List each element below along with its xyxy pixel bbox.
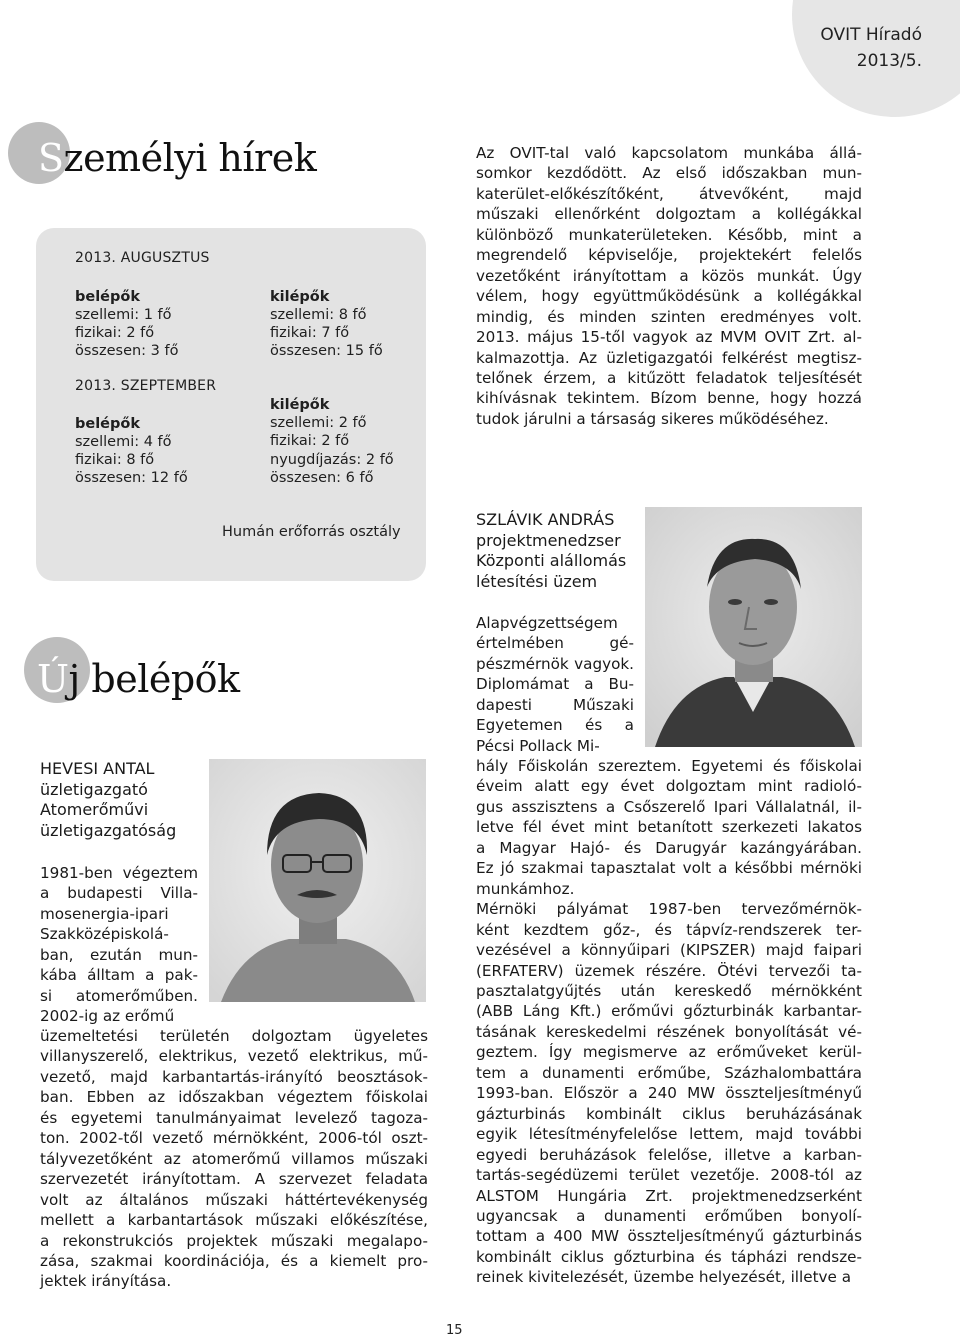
person2-role: projektmenedzser bbox=[476, 530, 621, 550]
text-line: zása, szakmai koordinációja, és a kiemelt pro- bbox=[40, 1251, 428, 1270]
september-joiners-line: összesen: 12 fő bbox=[75, 470, 188, 486]
text-line: Alapvégzettségem bbox=[476, 614, 618, 632]
text-line: Diplomámat a Bu- bbox=[476, 675, 634, 694]
section-new-title bbox=[37, 657, 240, 701]
text-line: tudok járulni a társaság sikeres működéséhez. bbox=[476, 409, 829, 428]
section-personal-rest: zemélyi hírek bbox=[63, 136, 317, 180]
text-line: egyedi beruházások felelőse, illetve a karban- bbox=[476, 1145, 862, 1164]
text-line: si atomerőműben. bbox=[40, 986, 198, 1005]
text-line: kába álltam a pak- bbox=[40, 966, 198, 985]
text-line: ban, ezután mun- bbox=[40, 945, 198, 964]
text-line: vélem, hogy együttműködésünk a kollégákkal bbox=[476, 287, 862, 306]
text-line: megrendelő képviselője, projektekért felelős bbox=[476, 246, 862, 265]
text-line: gázturbinás kombinált ciklus beruházásának bbox=[476, 1104, 862, 1123]
september-joiners-line: szellemi: 4 fő bbox=[75, 434, 172, 450]
person2-header bbox=[476, 510, 626, 592]
text-line: mellett a karbantartások műszaki előkészítése, bbox=[40, 1211, 428, 1230]
section-personal-title bbox=[38, 136, 316, 180]
person2-photo bbox=[645, 507, 862, 747]
august-leavers-line: szellemi: 8 fő bbox=[270, 307, 367, 323]
person2-unit: létesítési üzem bbox=[476, 571, 598, 591]
person1-unit: üzletigazgatóság bbox=[40, 820, 177, 840]
text-line: munkámhoz. bbox=[476, 879, 575, 898]
person1-bio bbox=[40, 1026, 428, 1292]
text-line: tályvezetőként az atomerőmű villamos műszaki bbox=[40, 1149, 428, 1168]
text-line: vezésével a könnyűipari (KIPSZER) majd faipari bbox=[476, 941, 862, 960]
text-line: (ABB Láng Kft.) erőművi gőzturbinák karbantar- bbox=[476, 1002, 862, 1021]
text-line: kalmazottja. Az üzletigazgatói felkérést megtisz- bbox=[476, 348, 862, 367]
text-line: volt az általános műszaki háttértevékenység bbox=[40, 1190, 428, 1209]
text-line: ként kezdtem gőz-, és tápvíz-rendszerek ter- bbox=[476, 920, 862, 939]
september-leavers-line: szellemi: 2 fő bbox=[270, 415, 367, 431]
text-line: éveim alatt egy évet dolgoztam mint radioló- bbox=[476, 777, 862, 796]
section-new-rest: j belépők bbox=[68, 657, 240, 701]
text-line: letve fél évet mint betanított szerkezeti lakatos bbox=[476, 818, 862, 837]
section-personal-initial: S bbox=[38, 136, 64, 180]
text-line: egyik létesítményfelelőse lettem, majd további bbox=[476, 1125, 862, 1144]
text-line: 2002-ig az erőmű bbox=[40, 1007, 175, 1026]
text-line: vezetőként irányítottam a közös munkát. Úgy bbox=[476, 266, 862, 285]
text-line: a budapesti Villa- bbox=[40, 884, 198, 903]
september-leavers-line: fizikai: 2 fő bbox=[270, 433, 350, 449]
text-line: tem a dunamenti erőműbe, Százhalombattára bbox=[476, 1063, 862, 1082]
september-joiners-line: fizikai: 8 fő bbox=[75, 452, 155, 468]
text-line: értelmében gé- bbox=[476, 634, 634, 653]
publication-issue: 2013/5. bbox=[856, 51, 922, 71]
text-line: ban. Ebben az időszakban végeztem főiskolai bbox=[40, 1088, 428, 1107]
section-new-initial: Ú bbox=[37, 657, 69, 701]
department-signature: Humán erőforrás osztály bbox=[222, 524, 401, 540]
september-leavers-line: nyugdíjazás: 2 fő bbox=[270, 452, 394, 468]
text-line: Ez jó szakmai tapasztalat volt a későbbi mérnöki bbox=[476, 859, 862, 878]
text-line: 2013. május 15-től vagyok az MVM OVIT Zrt. al- bbox=[476, 328, 862, 347]
text-line: a rekonstrukciós projektek műszaki megalapo- bbox=[40, 1231, 428, 1250]
text-line: pészmérnök vagyok. bbox=[476, 654, 634, 673]
text-line: geztem. Így megismerve az erőműveket kerül- bbox=[476, 1043, 862, 1062]
publication-header bbox=[820, 22, 922, 74]
person2-name: SZLÁVIK ANDRÁS bbox=[476, 510, 615, 529]
text-line: ALSTOM Hungária Zrt. projektmenedzserként bbox=[476, 1186, 862, 1205]
person2-bio bbox=[476, 756, 862, 1288]
page-number: 15 bbox=[446, 1323, 463, 1338]
previous-article-continuation bbox=[476, 143, 862, 429]
september-leavers-line: összesen: 6 fő bbox=[270, 470, 374, 486]
text-line: dapesti Műszaki bbox=[476, 695, 634, 714]
august-leavers-title: kilépők bbox=[270, 289, 330, 305]
text-line: villanyszerelő, elektrikus, vezető elektrikus, mű- bbox=[40, 1047, 428, 1066]
august-leavers-line: összesen: 15 fő bbox=[270, 343, 383, 359]
text-line: és egyetemi tanulmányaimat levelező tagoza- bbox=[40, 1108, 428, 1127]
text-line: (ERFATERV) üzemek részére. Ötévi tervezői ta- bbox=[476, 961, 862, 980]
august-joiners-line: összesen: 3 fő bbox=[75, 343, 179, 359]
september-heading: 2013. SZEPTEMBER bbox=[75, 378, 217, 394]
text-line: jektek irányítása. bbox=[40, 1272, 172, 1291]
person1-unit: Atomerőművi bbox=[40, 800, 149, 819]
text-line: vezető, majd karbantartás-irányító beosztások- bbox=[40, 1067, 428, 1086]
text-line: tottam a 400 MW összteljesítményű gázturbinás bbox=[476, 1227, 862, 1246]
text-line: a Magyar Hajó- és Darugyár kazángyárában. bbox=[476, 838, 862, 857]
person1-role: üzletigazgató bbox=[40, 779, 148, 799]
august-joiners-line: szellemi: 1 fő bbox=[75, 307, 172, 323]
august-leavers-line: fizikai: 7 fő bbox=[270, 325, 350, 341]
text-line: gus asszisztens a Csőszerelő Ipari Vállalatnál, il- bbox=[476, 797, 862, 816]
text-line: pasztalatgyűjtés után kereskedő mérnökként bbox=[476, 981, 862, 1000]
text-line: katerület-előkészítőként, átvevőként, majd bbox=[476, 184, 862, 203]
person1-header bbox=[40, 759, 176, 841]
text-line: ton. 2002-től vezető mérnökként, 2006-tól oszt- bbox=[40, 1129, 428, 1148]
text-line: Az OVIT-tal való kapcsolatom munkába állá- bbox=[476, 144, 862, 162]
text-line: telőnek érzem, a kitűzött feladatok teljesítését bbox=[476, 368, 862, 387]
text-line: reinek kivitelezését, üzembe helyezését, illetve a bbox=[476, 1268, 852, 1287]
text-line: somkor kezdődött. Az első időszakban mun- bbox=[476, 164, 862, 183]
text-line: mosenergia-ipari bbox=[40, 904, 169, 923]
text-line: kihívásnak tekintem. Bízom benne, hogy hozzá bbox=[476, 389, 862, 408]
person1-bio-intro bbox=[40, 863, 198, 1027]
text-line: ugyancsak a dunamenti erőműben bonyolí- bbox=[476, 1206, 862, 1225]
text-line: tartás-segédüzemi terület vezetője. 2008-tól az bbox=[476, 1166, 862, 1185]
person2-bio-intro bbox=[476, 613, 634, 756]
text-line: szervezetét irányítottam. A szervezet feladata bbox=[40, 1170, 428, 1189]
text-line: kombinált ciklus gőzturbina és tápházi rendsze- bbox=[476, 1247, 862, 1266]
person1-portrait-image bbox=[209, 759, 426, 1002]
publication-name: OVIT Híradó bbox=[820, 25, 922, 45]
text-line: különböző munkaterületeken. Később, mint a bbox=[476, 225, 862, 244]
text-line: üzemeltetési területén dolgoztam ügyeletes bbox=[40, 1027, 428, 1045]
september-leavers-title: kilépők bbox=[270, 397, 330, 413]
text-line: Pécsi Pollack Mi- bbox=[476, 736, 600, 755]
text-line: hály Főiskolán szereztem. Egyetemi és főiskolai bbox=[476, 757, 862, 775]
text-line: Egyetemen és a bbox=[476, 716, 634, 735]
august-heading: 2013. AUGUSZTUS bbox=[75, 250, 210, 266]
text-line: mindig, és minden szinten eredményes volt. bbox=[476, 307, 862, 326]
person2-unit: Központi alállomás bbox=[476, 551, 627, 570]
text-line: tásának kereskedelmi részének bonyolítását vé- bbox=[476, 1022, 862, 1041]
text-line: Szakközépiskolá- bbox=[40, 925, 169, 944]
august-joiners-line: fizikai: 2 fő bbox=[75, 325, 155, 341]
text-line: 1981-ben végeztem bbox=[40, 864, 198, 882]
text-line: Mérnöki pályámat 1987-ben tervezőmérnök- bbox=[476, 900, 862, 919]
person2-portrait-image bbox=[645, 507, 862, 747]
august-joiners-title: belépők bbox=[75, 289, 141, 305]
september-joiners-title: belépők bbox=[75, 416, 141, 432]
person1-name: HEVESI ANTAL bbox=[40, 759, 155, 778]
person1-photo bbox=[209, 759, 426, 1002]
text-line: 1993-ban. Először a 240 MW összteljesítményű bbox=[476, 1084, 862, 1103]
text-line: műszaki ellenőrként dolgoztam a kollégákkal bbox=[476, 205, 862, 224]
